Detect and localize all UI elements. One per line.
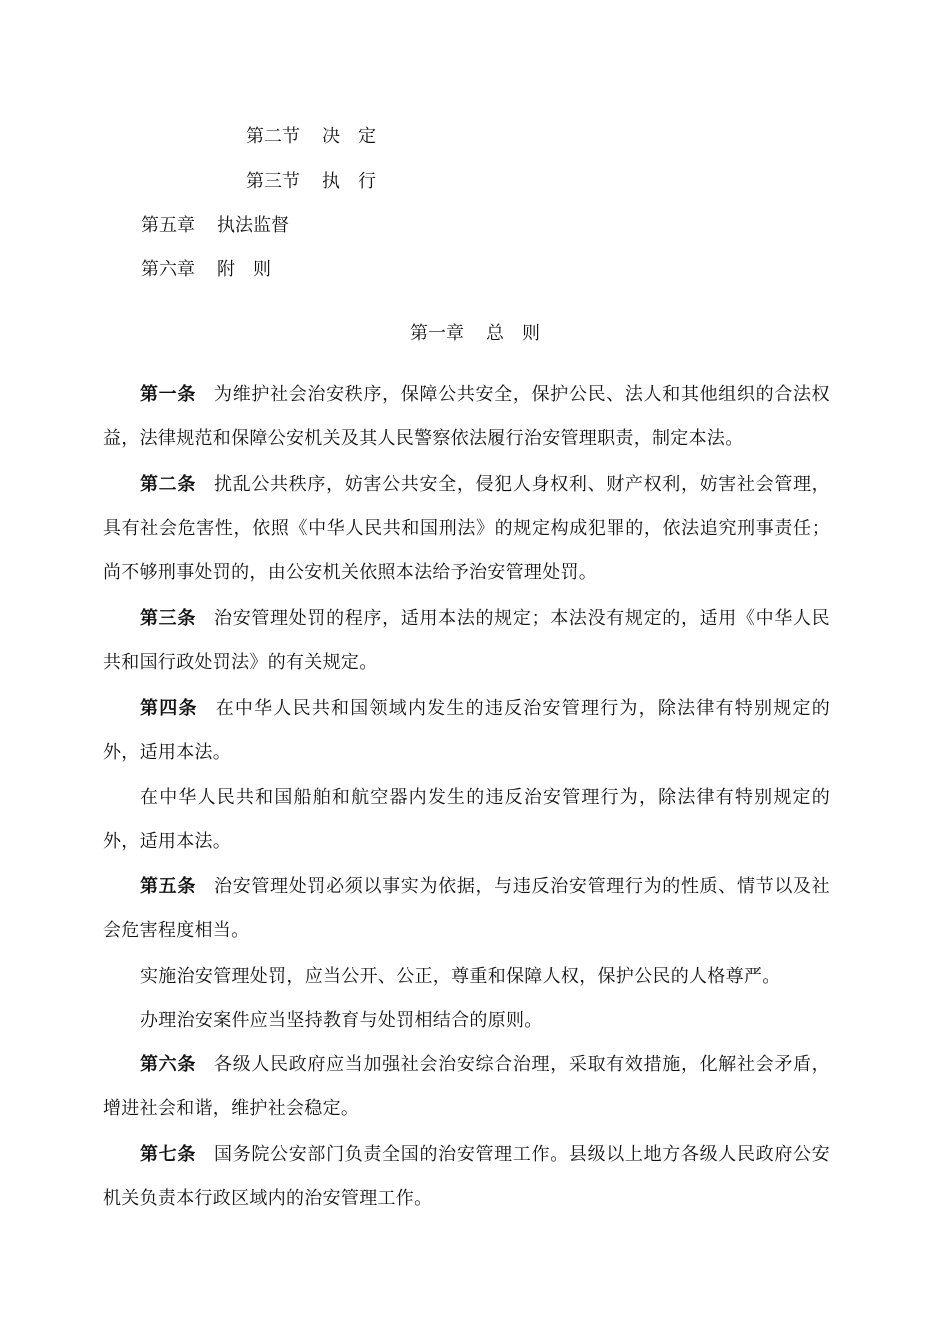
article-text: 治安管理处罚必须以事实为依据，与违反治安管理行为的性质、情节以及社会危害程度相当。 [103, 876, 830, 941]
article-text: 在中华人民共和国船舶和航空器内发生的违反治安管理行为，除法律有特别规定的外，适用本法。 [103, 787, 830, 852]
article-label: 第七条 [140, 1144, 197, 1165]
article-paragraph [103, 955, 830, 999]
article-text: 国务院公安部门负责全国的治安管理工作。县级以上地方各级人民政府公安机关负责本行政区域内的治安管理工作。 [103, 1144, 830, 1209]
toc-section-number: 第三节 [246, 171, 300, 192]
article-label: 第四条 [140, 698, 198, 719]
article-text: 实施治安管理处罚，应当公开、公正，尊重和保障人权，保护公民的人格尊严。 [140, 966, 781, 987]
article-paragraph [103, 999, 830, 1043]
toc-chapter-entry [141, 214, 289, 238]
chapter-heading-title: 总 则 [486, 323, 540, 344]
toc-chapter-number: 第六章 [141, 259, 195, 280]
article-paragraph [103, 597, 830, 685]
toc-chapter-title: 执法监督 [217, 215, 289, 236]
article-text: 办理治安案件应当坚持教育与处罚相结合的原则。 [140, 1010, 543, 1031]
toc-section-entry [246, 170, 376, 194]
article-paragraph [103, 1043, 830, 1131]
article-text: 在中华人民共和国领域内发生的违反治安管理行为，除法律有特别规定的外，适用本法。 [103, 698, 830, 763]
toc-section-number: 第二节 [246, 126, 300, 147]
article-paragraph [103, 1133, 830, 1221]
article-label: 第二条 [140, 474, 197, 495]
article-paragraph [103, 687, 830, 775]
toc-section-entry [246, 125, 376, 149]
toc-chapter-number: 第五章 [141, 215, 195, 236]
toc-chapter-entry [141, 258, 271, 282]
article-label: 第六条 [140, 1054, 197, 1075]
article-paragraph [103, 373, 830, 461]
article-text: 治安管理处罚的程序，适用本法的规定；本法没有规定的，适用《中华人民共和国行政处罚法》的有关规定。 [103, 608, 830, 673]
toc-section-title: 执 行 [322, 171, 376, 192]
article-text: 各级人民政府应当加强社会治安综合治理，采取有效措施，化解社会矛盾，增进社会和谐，维护社会稳定。 [103, 1054, 830, 1119]
article-text: 扰乱公共秩序，妨害公共安全，侵犯人身权利、财产权利，妨害社会管理，具有社会危害性，依照《中华人民共和国刑法》的规定构成犯罪的，依法追究刑事责任；尚不够刑事处罚的，由公安机关依照本法给予治安管理处罚。 [103, 474, 830, 583]
article-paragraph [103, 865, 830, 953]
article-label: 第五条 [140, 876, 197, 897]
toc-chapter-title: 附 则 [217, 259, 271, 280]
article-label: 第三条 [140, 608, 197, 629]
chapter-heading-number: 第一章 [410, 323, 464, 344]
article-label: 第一条 [140, 384, 197, 405]
article-paragraph [103, 463, 830, 595]
article-text: 为维护社会治安秩序，保障公共安全，保护公民、法人和其他组织的合法权益，法律规范和保障公安机关及其人民警察依法履行治安管理职责，制定本法。 [103, 384, 830, 449]
chapter-heading [0, 322, 950, 346]
toc-section-title: 决 定 [322, 126, 376, 147]
article-paragraph [103, 776, 830, 864]
